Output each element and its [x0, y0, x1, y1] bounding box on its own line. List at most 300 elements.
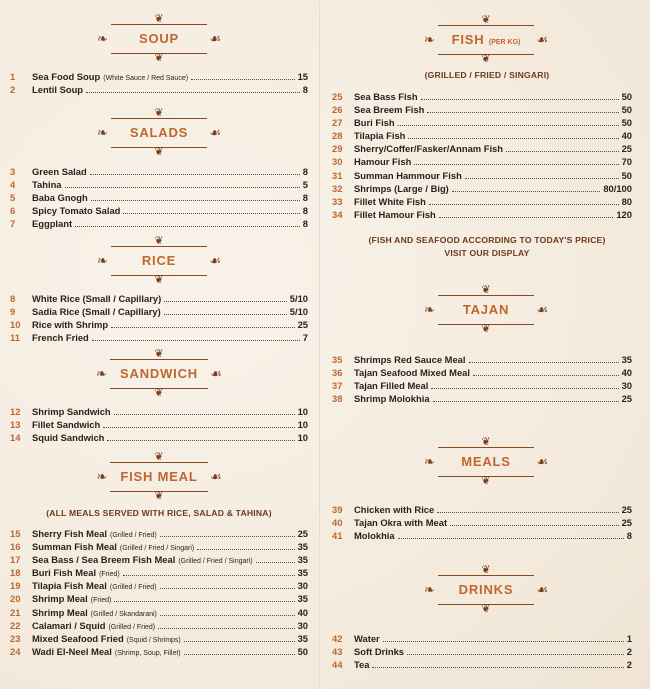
flourish-icon: ☙	[209, 253, 221, 268]
item-number: 15	[10, 528, 21, 539]
item-name: Shrimp Molokhia	[354, 393, 430, 405]
flourish-icon: ☙	[209, 125, 221, 140]
menu-item	[332, 380, 632, 393]
salads-heading	[0, 107, 318, 158]
ornament-icon: ❦	[154, 52, 164, 64]
item-price: 5/10	[289, 306, 308, 318]
item-name: Buri Fish Meal	[32, 567, 97, 579]
fish-display-notice: VISIT OUR DISPLAY	[444, 248, 530, 258]
dot-leader	[414, 157, 618, 165]
item-name: Sea Bass / Sea Breem Fish Meal	[32, 554, 176, 566]
fish-list	[332, 91, 632, 222]
item-number: 11	[10, 332, 20, 344]
flourish-icon: ☙	[536, 32, 548, 47]
ornament-icon: ❦	[481, 53, 491, 65]
menu-item	[332, 367, 632, 380]
menu-item	[10, 541, 308, 554]
menu-item	[10, 580, 308, 593]
item-price: 50	[621, 117, 632, 129]
dot-leader	[90, 167, 300, 175]
item-number: 1	[10, 71, 16, 82]
dot-leader	[429, 197, 619, 205]
menu-item	[10, 319, 308, 332]
dot-leader	[450, 518, 618, 526]
item-price: 30	[297, 619, 308, 631]
dot-leader	[184, 634, 295, 642]
dot-leader	[469, 355, 619, 363]
dot-leader	[398, 531, 624, 539]
dot-leader	[184, 647, 295, 655]
item-name: Sea Food Soup	[32, 71, 101, 82]
menu-item	[10, 633, 308, 646]
dot-leader	[103, 420, 294, 428]
menu-item	[332, 633, 632, 646]
sandwich-list	[10, 406, 308, 445]
item-name: Calamari / Squid	[32, 619, 106, 631]
item-name: Water	[354, 633, 380, 644]
ornament-icon: ❦	[481, 284, 491, 296]
dot-leader	[191, 72, 295, 80]
dot-leader	[158, 621, 294, 629]
flourish-icon: ❧	[96, 366, 107, 381]
item-name: Hamour Fish	[354, 156, 412, 168]
flourish-icon: ❧	[97, 31, 108, 46]
ornament-icon: ❦	[154, 348, 164, 360]
dot-leader	[398, 118, 619, 126]
menu-item	[10, 432, 308, 445]
dot-leader	[452, 184, 601, 192]
item-price: 25	[621, 504, 632, 515]
item-number: 43	[332, 646, 343, 658]
dot-leader	[407, 647, 624, 655]
dot-leader	[114, 594, 294, 602]
item-name: Tilapia Fish	[354, 130, 406, 142]
item-note: (Grilled / Fried)	[110, 532, 157, 539]
dot-leader	[160, 581, 295, 589]
ornament-icon: ❦	[154, 274, 164, 286]
dot-leader	[86, 85, 300, 93]
item-name: French Fried	[32, 332, 89, 344]
item-price: 25	[621, 143, 632, 155]
item-number: 37	[332, 380, 343, 392]
item-name: Green Salad	[32, 166, 87, 177]
ornament-icon: ❦	[154, 146, 164, 158]
menu-item	[10, 593, 308, 606]
menu-item	[10, 567, 308, 580]
menu-item	[10, 607, 308, 620]
item-number: 31	[332, 169, 343, 181]
item-number: 17	[10, 554, 21, 566]
dot-leader	[114, 407, 295, 415]
ornament-icon: ❦	[481, 436, 491, 448]
item-number: 18	[10, 567, 21, 579]
tajan-heading	[322, 284, 650, 335]
dot-leader	[160, 529, 295, 537]
item-name: Summan Hammour Fish	[354, 169, 462, 181]
item-price: 80	[621, 195, 632, 207]
ornament-icon: ❦	[154, 13, 164, 25]
item-number: 24	[10, 645, 21, 657]
item-name: Summan Fish Meal	[32, 541, 117, 553]
item-name: Shrimp Meal	[32, 606, 88, 618]
item-note: (White Sauce / Red Sauce)	[103, 75, 189, 82]
item-number: 27	[332, 117, 343, 129]
item-number: 10	[10, 319, 21, 331]
fishmeal-heading	[0, 451, 318, 502]
item-price: 8	[302, 205, 308, 217]
item-number: 7	[10, 218, 16, 230]
item-number: 42	[332, 633, 343, 644]
menu-item	[332, 104, 632, 117]
flourish-icon: ☙	[536, 302, 548, 317]
item-name: Tea	[354, 659, 370, 671]
item-number: 16	[10, 541, 21, 553]
item-note: (Shrimp, Soup, Fillet)	[114, 649, 181, 657]
item-price: 40	[621, 130, 632, 142]
item-number: 35	[332, 354, 343, 365]
menu-item	[332, 354, 632, 367]
item-number: 2	[10, 84, 16, 96]
menu-item	[10, 419, 308, 432]
menu-item	[10, 166, 308, 179]
item-number: 40	[332, 517, 343, 529]
ornament-icon: ❦	[154, 490, 164, 502]
item-price: 25	[297, 528, 308, 539]
item-price: 70	[621, 156, 632, 168]
item-number: 23	[10, 632, 21, 644]
item-name: Chicken with Rice	[354, 504, 435, 515]
flourish-icon: ❧	[424, 302, 435, 317]
item-name: Mixed Seafood Fried	[32, 632, 124, 644]
item-number: 3	[10, 166, 16, 177]
item-number: 34	[332, 208, 343, 220]
item-price: 30	[621, 380, 632, 392]
fishmeal-list	[10, 528, 308, 659]
menu-item	[10, 554, 308, 567]
item-price: 10	[297, 419, 308, 431]
item-number: 36	[332, 367, 343, 379]
dot-leader	[372, 660, 623, 668]
dot-leader	[164, 307, 287, 315]
item-price: 8	[302, 166, 308, 177]
item-name: Squid Sandwich	[32, 432, 105, 444]
item-price: 2	[626, 646, 632, 658]
item-note: (Squid / Shrimps)	[126, 636, 181, 644]
item-price: 50	[621, 169, 632, 181]
dot-leader	[439, 210, 614, 218]
menu-item	[332, 143, 632, 156]
rice-list	[10, 293, 308, 345]
menu-item	[332, 117, 632, 130]
item-name: Rice with Shrimp	[32, 319, 109, 331]
item-price: 30	[297, 580, 308, 592]
item-name: Sea Bass Fish	[354, 91, 418, 102]
item-price: 35	[297, 593, 308, 605]
menu-item	[10, 218, 308, 231]
item-number: 44	[332, 659, 343, 671]
dot-leader	[197, 542, 294, 550]
flourish-icon: ☙	[536, 582, 548, 597]
item-number: 12	[10, 406, 21, 417]
item-number: 21	[10, 606, 21, 618]
item-price: 35	[297, 632, 308, 644]
flourish-icon: ❧	[424, 454, 435, 469]
menu-item	[10, 293, 308, 306]
menu-item	[332, 530, 632, 543]
item-price: 2	[626, 659, 632, 671]
item-name: Shrimps (Large / Big)	[354, 182, 449, 194]
section-title: MEALS	[461, 454, 511, 469]
item-price: 8	[302, 192, 308, 204]
dot-leader	[431, 381, 618, 389]
item-note: (Fried)	[99, 571, 120, 579]
dot-leader	[256, 555, 295, 563]
menu-item	[10, 406, 308, 419]
item-name: Tajan Okra with Meat	[354, 517, 448, 529]
item-name: Lentil Soup	[32, 84, 84, 96]
item-name: Spicy Tomato Salad	[32, 205, 121, 217]
menu-item	[10, 620, 308, 633]
flourish-icon: ☙	[536, 454, 548, 469]
item-name: Tajan Seafood Mixed Meal	[354, 367, 470, 379]
item-number: 14	[10, 432, 21, 444]
menu-item	[332, 91, 632, 104]
item-price: 5/10	[289, 293, 308, 304]
dot-leader	[75, 219, 300, 227]
item-name: Sea Breem Fish	[354, 104, 425, 116]
item-price: 35	[297, 554, 308, 566]
item-price: 8	[626, 530, 632, 542]
item-name: Shrimp Meal	[32, 593, 88, 605]
menu-item	[10, 71, 308, 84]
item-name: Molokhia	[354, 530, 395, 542]
menu-item	[332, 504, 632, 517]
flourish-icon: ❧	[424, 32, 435, 47]
menu-item	[10, 84, 308, 97]
meals-heading	[322, 436, 650, 487]
menu-item	[10, 306, 308, 319]
section-subtitle: (PER KG)	[488, 39, 521, 46]
item-name: Buri Fish	[354, 117, 395, 129]
dot-leader	[433, 394, 619, 402]
item-name: Sadia Rice (Small / Capillary)	[32, 306, 161, 318]
menu-item	[10, 192, 308, 205]
item-price: 1	[626, 633, 632, 644]
ornament-icon: ❦	[154, 107, 164, 119]
section-title: RICE	[141, 253, 177, 268]
item-number: 9	[10, 306, 16, 318]
item-number: 33	[332, 195, 343, 207]
item-name: Baba Gnogh	[32, 192, 88, 204]
item-price: 120	[616, 208, 632, 220]
dot-leader	[123, 206, 299, 214]
dot-leader	[437, 505, 618, 513]
item-number: 25	[332, 91, 343, 102]
menu-item	[10, 528, 308, 541]
item-number: 26	[332, 104, 343, 116]
menu-item	[332, 517, 632, 530]
dot-leader	[465, 171, 619, 179]
item-number: 5	[10, 192, 16, 204]
item-name: Fillet Sandwich	[32, 419, 101, 431]
item-note: (Grilled / Fried / Singari)	[119, 545, 195, 553]
item-price: 25	[621, 517, 632, 529]
menu-item	[10, 179, 308, 192]
flourish-icon: ☙	[209, 469, 222, 484]
item-number: 32	[332, 182, 343, 194]
item-number: 13	[10, 419, 21, 431]
section-title: FISH	[451, 32, 485, 47]
item-number: 29	[332, 143, 343, 155]
dot-leader	[164, 294, 287, 302]
item-number: 4	[10, 179, 16, 191]
item-price: 40	[621, 367, 632, 379]
item-note: (Grilled / Skandarani)	[90, 610, 157, 618]
dot-leader	[91, 193, 300, 201]
item-number: 8	[10, 293, 16, 304]
section-title: FISH MEAL	[120, 469, 198, 484]
dot-leader	[65, 180, 300, 188]
dot-leader	[506, 144, 619, 152]
dot-leader	[92, 333, 300, 341]
item-price: 35	[621, 354, 632, 365]
item-name: White Rice (Small / Capillary)	[32, 293, 162, 304]
dot-leader	[160, 608, 295, 616]
page-fold	[319, 0, 321, 689]
item-price: 25	[297, 319, 308, 331]
item-name: Soft Drinks	[354, 646, 405, 658]
item-name: Shrimp Sandwich	[32, 406, 111, 417]
dot-leader	[421, 92, 619, 100]
dot-leader	[107, 433, 294, 441]
item-price: 35	[297, 541, 308, 553]
item-price: 10	[297, 406, 308, 417]
item-number: 38	[332, 393, 343, 405]
fishmeal-notice: (ALL MEALS SERVED WITH RICE, SALAD & TAHINA)	[46, 508, 272, 518]
item-name: Eggplant	[32, 218, 73, 230]
meals-list	[332, 504, 632, 543]
soup-heading	[0, 13, 318, 64]
item-price: 25	[621, 393, 632, 405]
flourish-icon: ❧	[96, 469, 108, 484]
dot-leader	[383, 634, 624, 642]
soup-list	[10, 71, 308, 97]
item-price: 40	[297, 606, 308, 618]
item-number: 30	[332, 156, 343, 168]
dot-leader	[408, 131, 618, 139]
item-price: 80/100	[603, 182, 632, 194]
item-note: (Grilled / Fried)	[109, 584, 157, 592]
sandwich-heading	[0, 348, 318, 399]
flourish-icon: ❧	[424, 582, 435, 597]
menu-item	[10, 332, 308, 345]
item-price: 50	[621, 91, 632, 102]
ornament-icon: ❦	[481, 603, 491, 615]
item-price: 7	[302, 332, 308, 344]
drinks-heading	[322, 564, 650, 615]
item-name: Sherry Fish Meal	[32, 528, 108, 539]
item-name: Sherry/Coffer/Fasker/Annam Fish	[354, 143, 504, 155]
item-number: 22	[10, 619, 21, 631]
section-title: SALADS	[129, 125, 189, 140]
item-price: 50	[621, 104, 632, 116]
item-name: Tilapia Fish Meal	[32, 580, 107, 592]
item-price: 10	[297, 432, 308, 444]
item-price: 5	[302, 179, 308, 191]
ornament-icon: ❦	[481, 323, 491, 335]
item-name: Shrimps Red Sauce Meal	[354, 354, 466, 365]
dot-leader	[473, 368, 619, 376]
item-name: Tahina	[32, 179, 62, 191]
dot-leader	[111, 320, 295, 328]
section-title: TAJAN	[462, 302, 510, 317]
item-number: 6	[10, 205, 16, 217]
item-number: 20	[10, 593, 21, 605]
menu-item	[332, 130, 632, 143]
item-price: 15	[297, 71, 308, 82]
fish-cooking-notice: (GRILLED / FRIED / SINGARI)	[424, 70, 550, 80]
item-number: 19	[10, 580, 21, 592]
item-note: (Grilled / Fried / Singari)	[178, 558, 253, 566]
drinks-list	[332, 633, 632, 672]
item-name: Wadi El-Neel Meal	[32, 645, 112, 657]
item-name: Tajan Filled Meal	[354, 380, 429, 392]
ornament-icon: ❦	[154, 235, 164, 247]
item-note: (Grilled / Fried)	[108, 623, 156, 631]
flourish-icon: ❧	[97, 125, 108, 140]
item-price: 50	[297, 645, 308, 657]
menu-item	[332, 196, 632, 209]
flourish-icon: ❧	[97, 253, 108, 268]
menu-item	[10, 205, 308, 218]
ornament-icon: ❦	[154, 387, 164, 399]
menu-item	[332, 659, 632, 672]
item-name: Fillet Hamour Fish	[354, 208, 436, 220]
dot-leader	[123, 568, 295, 576]
ornament-icon: ❦	[481, 564, 491, 576]
ornament-icon: ❦	[481, 14, 491, 26]
item-price: 35	[297, 567, 308, 579]
menu-item	[10, 646, 308, 659]
menu-item	[332, 209, 632, 222]
menu-item	[332, 170, 632, 183]
item-name: Fillet White Fish	[354, 195, 426, 207]
dot-leader	[427, 105, 618, 113]
tajan-list	[332, 354, 632, 406]
item-number: 39	[332, 504, 343, 515]
menu-item	[332, 156, 632, 169]
menu-item	[332, 183, 632, 196]
item-price: 8	[302, 218, 308, 230]
fish-price-notice: (FISH AND SEAFOOD ACCORDING TO TODAY'S PRICE)	[368, 235, 606, 245]
flourish-icon: ☙	[210, 366, 222, 381]
salads-list	[10, 166, 308, 231]
menu-item	[332, 646, 632, 659]
section-title: SANDWICH	[120, 366, 198, 381]
item-note: (Fried)	[90, 597, 112, 605]
section-title: SOUP	[138, 31, 180, 46]
item-number: 41	[332, 530, 343, 542]
ornament-icon: ❦	[154, 451, 164, 463]
fish-heading	[322, 14, 650, 65]
flourish-icon: ☙	[209, 31, 221, 46]
item-number: 28	[332, 130, 343, 142]
item-price: 8	[302, 84, 308, 96]
rice-heading	[0, 235, 318, 286]
ornament-icon: ❦	[481, 475, 491, 487]
menu-item	[332, 393, 632, 406]
section-title: DRINKS	[458, 582, 514, 597]
